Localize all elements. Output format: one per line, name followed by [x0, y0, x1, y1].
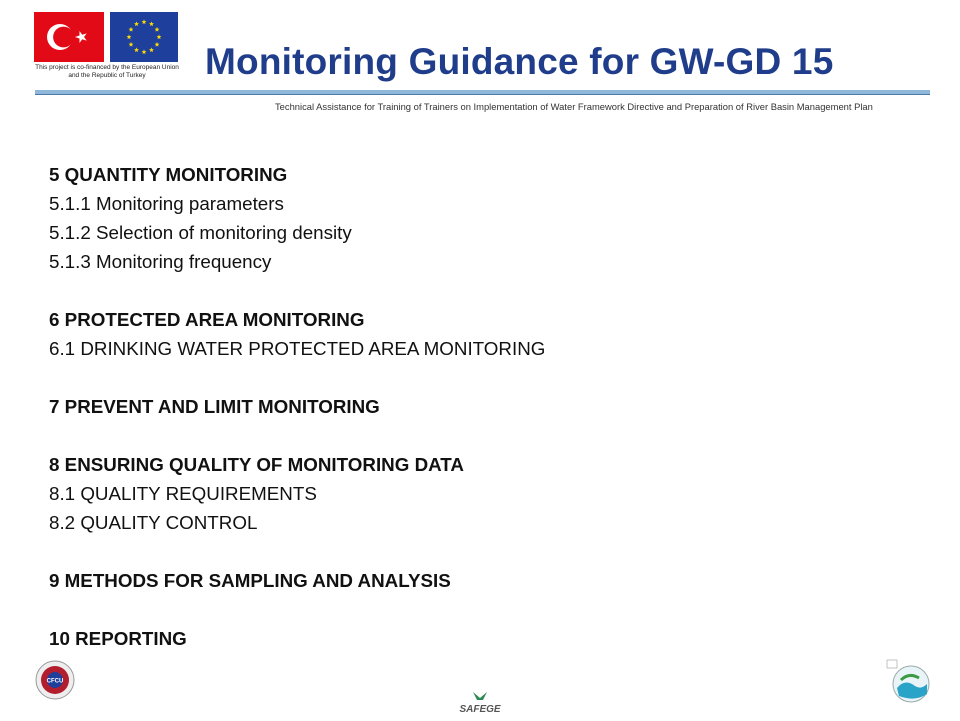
eu-star-icon [134, 47, 139, 52]
toc-line: 5 QUANTITY MONITORING [49, 164, 288, 185]
page-subtitle: Technical Assistance for Training of Trainers on Implementation of Water Framework Directive and Preparation of River Basin Management Plan [275, 101, 873, 112]
toc-spacer [49, 421, 889, 450]
toc-line: 5.1.3 Monitoring frequency [49, 251, 272, 272]
eu-star-icon [142, 19, 147, 24]
svg-text:CFCU: CFCU [46, 678, 64, 685]
header-logos [32, 10, 182, 86]
eu-star-icon [157, 34, 162, 39]
page-title: Monitoring Guidance for GW-GD 15 [205, 41, 834, 82]
ministry-logo [885, 658, 930, 703]
toc-spacer [49, 276, 889, 305]
table-of-contents [49, 160, 889, 653]
toc-line: 8 ENSURING QUALITY OF MONITORING DATA [49, 454, 464, 475]
svg-text:SAFEGE: SAFEGE [459, 704, 501, 715]
eu-star-icon [142, 49, 147, 54]
eu-star-icon [134, 21, 139, 26]
toc-spacer [49, 595, 889, 624]
eu-star-icon [149, 47, 154, 52]
toc-line: 8.1 QUALITY REQUIREMENTS [49, 483, 317, 504]
toc-line: 8.2 QUALITY CONTROL [49, 512, 258, 533]
toc-line: 5.1.1 Monitoring parameters [49, 193, 284, 214]
eu-star-icon [155, 27, 160, 32]
cofinanced-text: This project is co-financed by the European Union and the Republic of Turkey [35, 64, 179, 79]
toc-line: 9 METHODS FOR SAMPLING AND ANALYSIS [49, 570, 451, 591]
toc-line: 10 REPORTING [49, 628, 187, 649]
eu-star-icon [149, 21, 154, 26]
toc-line: 6.1 DRINKING WATER PROTECTED AREA MONITORING [49, 338, 546, 359]
eu-star-icon [129, 27, 134, 32]
safege-logo [447, 690, 513, 716]
turkey-flag-icon [34, 12, 104, 62]
toc-spacer [49, 363, 889, 392]
eu-flag-icon [110, 12, 178, 62]
toc-spacer [49, 537, 889, 566]
toc-line: 6 PROTECTED AREA MONITORING [49, 309, 365, 330]
eu-star-icon [155, 42, 160, 47]
cfcu-logo [35, 660, 75, 700]
header-divider-line [35, 94, 930, 95]
eu-star-icon [127, 34, 132, 39]
eu-star-icon [129, 42, 134, 47]
toc-line: 5.1.2 Selection of monitoring density [49, 222, 352, 243]
toc-line: 7 PREVENT AND LIMIT MONITORING [49, 396, 380, 417]
